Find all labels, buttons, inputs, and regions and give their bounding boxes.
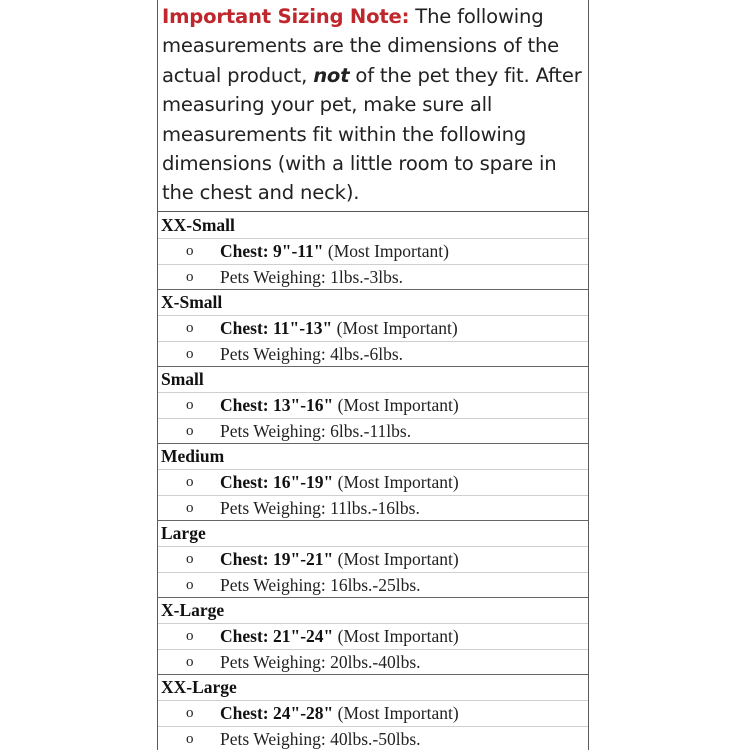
chest-note: (Most Important) bbox=[332, 318, 458, 338]
size-title: X-Small bbox=[161, 292, 223, 312]
sizing-note-emphasis: not bbox=[313, 63, 350, 87]
chest-row bbox=[158, 700, 588, 726]
chest-note: (Most Important) bbox=[333, 626, 459, 646]
chest-note: (Most Important) bbox=[333, 703, 459, 723]
chest-label: Chest: 11"-13" bbox=[220, 318, 333, 338]
size-title: XX-Large bbox=[161, 677, 237, 697]
chest-label: Chest: 16"-19" bbox=[220, 472, 334, 492]
chest-row bbox=[158, 392, 588, 418]
size-block-medium bbox=[158, 444, 588, 521]
weight-text: Pets Weighing: 4lbs.-6lbs. bbox=[220, 344, 403, 364]
bullet-icon: o bbox=[186, 654, 194, 670]
chest-note: (Most Important) bbox=[333, 472, 459, 492]
weight-row bbox=[158, 264, 588, 290]
size-block-xx-large bbox=[158, 675, 588, 752]
size-title: Small bbox=[161, 369, 204, 389]
weight-text: Pets Weighing: 16lbs.-25lbs. bbox=[220, 575, 421, 595]
weight-row bbox=[158, 495, 588, 521]
bullet-icon: o bbox=[186, 397, 194, 413]
chest-label: Chest: 24"-28" bbox=[220, 703, 334, 723]
size-block-x-large bbox=[158, 598, 588, 675]
chest-note: (Most Important) bbox=[333, 395, 459, 415]
bullet-icon: o bbox=[186, 474, 194, 490]
bullet-icon: o bbox=[186, 320, 194, 336]
size-block-large bbox=[158, 521, 588, 598]
weight-row bbox=[158, 341, 588, 367]
chest-label: Chest: 19"-21" bbox=[220, 549, 334, 569]
chest-note: (Most Important) bbox=[333, 549, 459, 569]
weight-text: Pets Weighing: 1lbs.-3lbs. bbox=[220, 267, 403, 287]
size-title: Large bbox=[161, 523, 206, 543]
bullet-icon: o bbox=[186, 705, 194, 721]
weight-row bbox=[158, 572, 588, 598]
weight-text: Pets Weighing: 40lbs.-50lbs. bbox=[220, 729, 421, 749]
sizing-note-text-end: of the pet they fit. After measuring your pet, make sure all measurements fit within the following dimensions (with a little room to spare in the chest and neck). bbox=[162, 63, 582, 205]
weight-text: Pets Weighing: 11lbs.-16lbs. bbox=[220, 498, 420, 518]
weight-row bbox=[158, 649, 588, 675]
weight-row bbox=[158, 418, 588, 444]
bullet-icon: o bbox=[186, 243, 194, 259]
weight-row bbox=[158, 726, 588, 752]
sizing-note bbox=[162, 2, 588, 208]
sizing-chart bbox=[157, 0, 589, 750]
chest-row bbox=[158, 315, 588, 341]
bullet-icon: o bbox=[186, 346, 194, 362]
size-title: X-Large bbox=[161, 600, 225, 620]
size-title: Medium bbox=[161, 446, 225, 466]
chest-row bbox=[158, 546, 588, 572]
bullet-icon: o bbox=[186, 423, 194, 439]
bullet-icon: o bbox=[186, 500, 194, 516]
bullet-icon: o bbox=[186, 551, 194, 567]
bullet-icon: o bbox=[186, 577, 194, 593]
weight-text: Pets Weighing: 20lbs.-40lbs. bbox=[220, 652, 421, 672]
size-block-x-small bbox=[158, 290, 588, 367]
bullet-icon: o bbox=[186, 269, 194, 285]
chest-row bbox=[158, 623, 588, 649]
sizing-note-highlight: Important Sizing Note: bbox=[162, 5, 410, 28]
bullet-icon: o bbox=[186, 628, 194, 644]
size-block-small bbox=[158, 367, 588, 444]
chest-label: Chest: 9"-11" bbox=[220, 241, 324, 261]
chest-label: Chest: 13"-16" bbox=[220, 395, 334, 415]
chest-row bbox=[158, 238, 588, 264]
sizing-note-text: The following measurements are the dimensions of the actual product, bbox=[162, 5, 560, 87]
note-divider bbox=[158, 211, 588, 212]
chest-row bbox=[158, 469, 588, 495]
size-block-xx-small bbox=[158, 213, 588, 290]
chest-label: Chest: 21"-24" bbox=[220, 626, 334, 646]
chest-note: (Most Important) bbox=[323, 241, 449, 261]
weight-text: Pets Weighing: 6lbs.-11lbs. bbox=[220, 421, 412, 441]
bullet-icon: o bbox=[186, 731, 194, 747]
size-title: XX-Small bbox=[161, 215, 235, 235]
